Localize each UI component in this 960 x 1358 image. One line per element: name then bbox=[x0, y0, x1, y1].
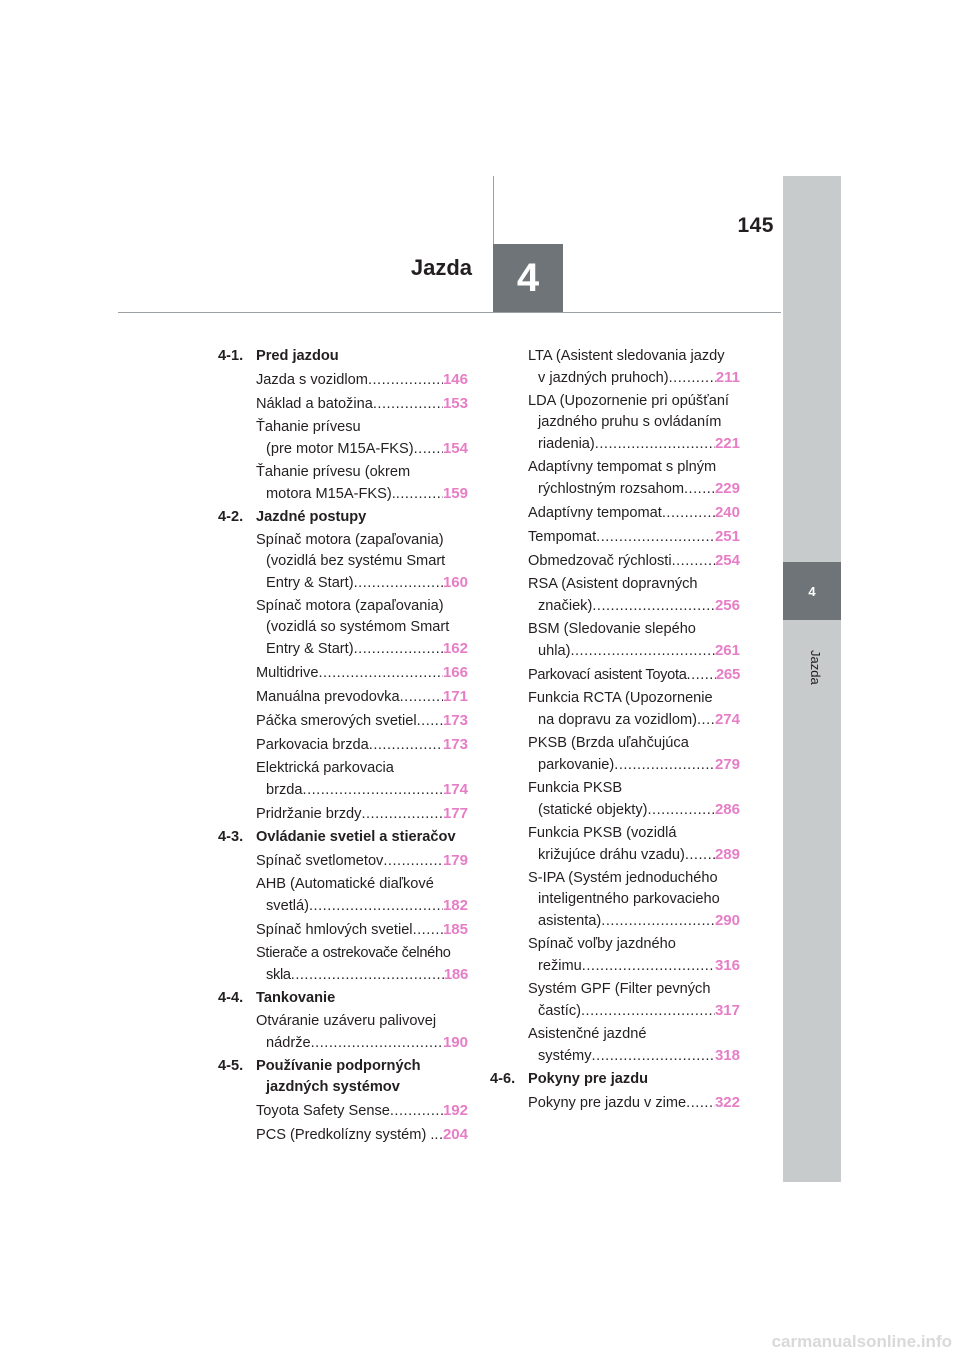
toc-entry-text: (vozidlá bez systému Smart bbox=[266, 553, 446, 569]
toc-entry-text: PKSB (Brzda uľahčujúca bbox=[528, 735, 689, 751]
toc-entry-text: Spínač voľby jazdného bbox=[528, 936, 676, 952]
header-divider-vertical bbox=[493, 176, 494, 244]
dot-leader bbox=[368, 370, 443, 391]
toc-entry-text: Stierače a ostrekovače čelného bbox=[256, 945, 451, 961]
toc-entry[interactable] bbox=[490, 1024, 740, 1067]
section-number: 4-5. bbox=[218, 1058, 244, 1074]
toc-entry[interactable] bbox=[490, 1092, 740, 1114]
toc-entry-text: LDA (Upozornenie pri opúšťaní bbox=[528, 393, 729, 409]
dot-leader bbox=[373, 394, 443, 415]
toc-entry[interactable] bbox=[490, 733, 740, 776]
toc-page-link[interactable]: 182 bbox=[442, 897, 468, 914]
toc-section-heading bbox=[218, 346, 468, 367]
toc-entry-text: rýchlostným rozsahom bbox=[538, 481, 684, 497]
dot-leader bbox=[686, 1093, 715, 1114]
section-number: 4-3. bbox=[218, 829, 244, 845]
toc-page-link[interactable]: 229 bbox=[714, 480, 740, 497]
toc-entry-text: Ťahanie prívesu bbox=[256, 419, 361, 435]
dot-leader bbox=[687, 665, 716, 686]
side-tab-label: Jazda bbox=[808, 650, 823, 685]
toc-page-link[interactable]: 185 bbox=[442, 921, 468, 938]
toc-entry-text: AHB (Automatické diaľkové bbox=[256, 876, 434, 892]
toc-entry-text: Spínač motora (zapaľovania) bbox=[256, 598, 444, 614]
toc-entry[interactable] bbox=[218, 1100, 468, 1122]
toc-entry-text: Elektrická parkovacia bbox=[256, 760, 394, 776]
side-tab-number: 4 bbox=[808, 583, 816, 599]
toc-right-column bbox=[490, 346, 740, 1116]
chapter-title: Jazda bbox=[410, 255, 472, 280]
dot-leader bbox=[581, 1001, 715, 1022]
toc-entry[interactable] bbox=[490, 823, 740, 866]
dot-leader bbox=[614, 755, 715, 776]
toc-page-link[interactable]: 173 bbox=[442, 736, 468, 753]
toc-entry[interactable] bbox=[490, 619, 740, 662]
dot-leader bbox=[303, 780, 443, 801]
toc-page-link[interactable]: 179 bbox=[442, 852, 468, 869]
dot-leader bbox=[595, 434, 715, 455]
section-title: Pokyny pre jazdu bbox=[528, 1071, 649, 1087]
toc-entry[interactable] bbox=[490, 502, 740, 524]
toc-entry-text: Spínač motora (zapaľovania) bbox=[256, 532, 444, 548]
toc-entry-text: motora M15A-FKS). bbox=[266, 486, 396, 502]
toc-entry-text: v jazdných pruhoch) bbox=[538, 370, 669, 386]
toc-entry[interactable] bbox=[218, 662, 468, 684]
toc-page-link[interactable]: 186 bbox=[443, 966, 468, 983]
toc-entry-text: LTA (Asistent sledovania jazdy bbox=[528, 348, 725, 364]
toc-entry-text: Páčka smerových svetiel bbox=[256, 713, 417, 729]
section-number: 4-6. bbox=[490, 1071, 516, 1087]
toc-page-link[interactable]: 221 bbox=[714, 435, 740, 452]
section-title: Jazdné postupy bbox=[256, 509, 367, 525]
toc-entry-text: brzda bbox=[266, 782, 303, 798]
toc-entry[interactable] bbox=[218, 710, 468, 732]
dot-leader bbox=[318, 663, 443, 684]
toc-entry-text: Funkcia PKSB (vozidlá bbox=[528, 825, 677, 841]
toc-page-link[interactable]: 162 bbox=[442, 640, 468, 657]
toc-entry-text: jazdného pruhu s ovládaním bbox=[538, 414, 722, 430]
toc-entry-text: Adaptívny tempomat s plným bbox=[528, 459, 717, 475]
toc-entry-text: značiek) bbox=[538, 598, 593, 614]
toc-page-link[interactable]: 317 bbox=[714, 1002, 740, 1019]
section-number: 4-4. bbox=[218, 990, 244, 1006]
toc-entry-text: BSM (Sledovanie slepého bbox=[528, 621, 696, 637]
dot-leader bbox=[311, 1033, 443, 1054]
dot-leader bbox=[400, 687, 443, 708]
toc-entry-text: Parkovacia brzda bbox=[256, 737, 369, 753]
dot-leader bbox=[669, 368, 716, 389]
toc-page-link[interactable]: 274 bbox=[714, 711, 740, 728]
dot-leader bbox=[648, 800, 715, 821]
dot-leader bbox=[672, 551, 715, 572]
toc-entry-text: Spínač svetlometov bbox=[256, 853, 384, 869]
toc-entry-text: Multidrive bbox=[256, 665, 319, 681]
toc-entry-text: systémy bbox=[538, 1048, 592, 1064]
toc-page-link[interactable]: 174 bbox=[442, 781, 468, 798]
dot-leader bbox=[354, 573, 443, 594]
toc-entry[interactable] bbox=[490, 457, 740, 500]
toc-entry[interactable] bbox=[218, 943, 468, 986]
toc-entry-text: nádrže bbox=[266, 1035, 311, 1051]
page-number: 145 bbox=[737, 214, 774, 237]
toc-entry-text: PCS (Predkolízny systém) . bbox=[256, 1127, 435, 1143]
toc-section-heading bbox=[218, 1056, 468, 1098]
dot-leader bbox=[684, 479, 715, 500]
toc-entry[interactable] bbox=[490, 346, 740, 389]
toc-entry[interactable] bbox=[490, 868, 740, 932]
toc-page-link[interactable]: 261 bbox=[714, 642, 740, 659]
toc-entry-text: Tempomat bbox=[528, 529, 597, 545]
toc-entry-text: Pokyny pre jazdu v zime bbox=[528, 1095, 687, 1111]
toc-left-column bbox=[218, 346, 468, 1148]
dot-leader bbox=[361, 804, 443, 825]
toc-entry-text: Obmedzovač rýchlosti bbox=[528, 553, 672, 569]
toc-entry-text: Otváranie uzáveru palivovej bbox=[256, 1013, 437, 1029]
dot-leader bbox=[685, 845, 715, 866]
toc-entry-text: Systém GPF (Filter pevných bbox=[528, 981, 711, 997]
section-number: 4-2. bbox=[218, 509, 244, 525]
section-title: Používanie podporných bbox=[256, 1058, 421, 1074]
toc-entry-text: Spínač hmlových svetiel bbox=[256, 922, 413, 938]
toc-entry[interactable] bbox=[218, 462, 468, 505]
toc-page-link[interactable]: 289 bbox=[714, 846, 740, 863]
toc-entry-text: Pridržanie brzdy bbox=[256, 806, 362, 822]
toc-page-link[interactable]: 166 bbox=[442, 664, 468, 681]
dot-leader bbox=[396, 484, 443, 505]
dot-leader bbox=[434, 1125, 443, 1146]
dot-leader bbox=[291, 965, 444, 986]
toc-entry-text: (statické objekty) bbox=[538, 802, 648, 818]
toc-entry[interactable] bbox=[490, 391, 740, 455]
toc-entry[interactable] bbox=[218, 417, 468, 460]
toc-entry-text: parkovanie) bbox=[538, 757, 615, 773]
dot-leader bbox=[417, 711, 443, 732]
dot-leader bbox=[413, 920, 443, 941]
header-divider bbox=[118, 312, 781, 313]
section-title: jazdných systémov bbox=[266, 1079, 400, 1095]
dot-leader bbox=[697, 710, 715, 731]
toc-entry[interactable] bbox=[490, 979, 740, 1022]
toc-entry-text: asistenta) bbox=[538, 913, 602, 929]
dot-leader bbox=[582, 956, 715, 977]
section-title: Ovládanie svetiel a stieračov bbox=[256, 829, 456, 845]
toc-entry[interactable] bbox=[218, 734, 468, 756]
toc-entry[interactable] bbox=[218, 850, 468, 872]
dot-leader bbox=[309, 896, 443, 917]
toc-page-link[interactable]: 286 bbox=[714, 801, 740, 818]
toc-page-link[interactable]: 279 bbox=[714, 756, 740, 773]
toc-entry-text: inteligentného parkovacieho bbox=[538, 891, 720, 907]
toc-section-heading bbox=[218, 988, 468, 1009]
toc-page-link[interactable]: 256 bbox=[714, 597, 740, 614]
toc-page-link[interactable]: 154 bbox=[442, 440, 468, 457]
watermark-footer: carmanualsonline.info bbox=[771, 1332, 952, 1351]
toc-section-heading bbox=[490, 1069, 740, 1090]
toc-entry[interactable] bbox=[490, 688, 740, 731]
toc-page-link[interactable]: 153 bbox=[442, 395, 468, 412]
toc-entry-text: Adaptívny tempomat bbox=[528, 505, 662, 521]
toc-entry[interactable] bbox=[490, 664, 740, 686]
toc-entry[interactable] bbox=[218, 874, 468, 917]
toc-entry[interactable] bbox=[218, 919, 468, 941]
toc-page-link[interactable]: 171 bbox=[442, 688, 468, 705]
dot-leader bbox=[414, 439, 443, 460]
toc-entry-text: riadenia) bbox=[538, 436, 595, 452]
toc-entry[interactable] bbox=[218, 1124, 468, 1146]
toc-page-link[interactable]: 265 bbox=[715, 666, 740, 683]
toc-page-link[interactable]: 177 bbox=[442, 805, 468, 822]
toc-entry-text: častíc) bbox=[538, 1003, 581, 1019]
dot-leader bbox=[354, 639, 443, 660]
toc-page-link[interactable]: 254 bbox=[714, 552, 740, 569]
toc-page-link[interactable]: 146 bbox=[442, 371, 468, 388]
toc-entry-text: Funkcia RCTA (Upozornenie bbox=[528, 690, 713, 706]
toc-entry-text: skla bbox=[266, 967, 291, 983]
chapter-number: 4 bbox=[516, 255, 540, 300]
toc-page-link[interactable]: 160 bbox=[442, 574, 468, 591]
toc-entry-text: uhla) bbox=[538, 643, 571, 659]
toc-entry[interactable] bbox=[490, 526, 740, 548]
toc-page-link[interactable]: 190 bbox=[442, 1034, 468, 1051]
toc-entry-text: Funkcia PKSB bbox=[528, 780, 623, 796]
dot-leader bbox=[596, 527, 715, 548]
dot-leader bbox=[592, 1046, 715, 1067]
toc-entry[interactable] bbox=[490, 550, 740, 572]
toc-entry[interactable] bbox=[218, 803, 468, 825]
toc-entry-text: svetlá) bbox=[266, 898, 309, 914]
toc-page-link[interactable]: 192 bbox=[442, 1102, 468, 1119]
toc-section-heading bbox=[218, 507, 468, 528]
toc-entry-text: Parkovací asistent Toyota bbox=[528, 667, 687, 683]
dot-leader bbox=[390, 1101, 443, 1122]
toc-entry-text: režimu bbox=[538, 958, 582, 974]
toc-entry[interactable] bbox=[490, 934, 740, 977]
toc-entry-text: (pre motor M15A-FKS) bbox=[266, 441, 414, 457]
toc-entry-text: Entry & Start) bbox=[266, 641, 354, 657]
toc-page-link[interactable]: 318 bbox=[714, 1047, 740, 1064]
toc-entry-text: na dopravu za vozidlom) bbox=[538, 712, 697, 728]
toc-entry[interactable] bbox=[218, 686, 468, 708]
section-title: Pred jazdou bbox=[256, 348, 339, 364]
toc-entry-text: RSA (Asistent dopravných bbox=[528, 576, 698, 592]
side-chapter-tab[interactable] bbox=[783, 562, 841, 620]
toc-entry-text: S-IPA (Systém jednoduchého bbox=[528, 870, 718, 886]
toc-entry[interactable] bbox=[218, 758, 468, 801]
toc-entry[interactable] bbox=[490, 574, 740, 617]
toc-entry-text: Jazda s vozidlom bbox=[256, 372, 368, 388]
toc-page-link[interactable]: 211 bbox=[715, 369, 740, 386]
toc-entry[interactable] bbox=[490, 778, 740, 821]
toc-page-link[interactable]: 322 bbox=[714, 1094, 740, 1111]
toc-section-heading bbox=[218, 827, 468, 848]
toc-entry[interactable] bbox=[218, 1011, 468, 1054]
toc-entry-text: Asistenčné jazdné bbox=[528, 1026, 647, 1042]
toc-entry[interactable] bbox=[218, 369, 468, 391]
toc-entry-text: Manuálna prevodovka bbox=[256, 689, 400, 705]
toc-entry-text: križujúce dráhu vzadu) bbox=[538, 847, 685, 863]
dot-leader bbox=[592, 596, 715, 617]
dot-leader bbox=[369, 735, 443, 756]
toc-page-link[interactable]: 173 bbox=[442, 712, 468, 729]
toc-page-link[interactable]: 204 bbox=[442, 1126, 468, 1143]
dot-leader bbox=[383, 851, 443, 872]
toc-entry-text: Entry & Start) bbox=[266, 575, 354, 591]
toc-entry[interactable] bbox=[218, 393, 468, 415]
toc-page-link[interactable]: 159 bbox=[442, 485, 468, 502]
toc-page-link[interactable]: 290 bbox=[714, 912, 740, 929]
toc-entry-text: Toyota Safety Sense bbox=[256, 1103, 390, 1119]
toc-entry[interactable] bbox=[218, 530, 468, 594]
toc-page-link[interactable]: 316 bbox=[714, 957, 740, 974]
dot-leader bbox=[662, 503, 715, 524]
toc-page-link[interactable]: 251 bbox=[714, 528, 740, 545]
chapter-number-box bbox=[493, 244, 563, 312]
section-title: Tankovanie bbox=[256, 990, 336, 1006]
toc-entry-text: Náklad a batožina bbox=[256, 396, 373, 412]
section-number: 4-1. bbox=[218, 348, 244, 364]
dot-leader bbox=[570, 641, 715, 662]
toc-entry-text: Ťahanie prívesu (okrem bbox=[256, 464, 411, 480]
dot-leader bbox=[601, 911, 715, 932]
toc-entry[interactable] bbox=[218, 596, 468, 660]
toc-entry-text: (vozidlá so systémom Smart bbox=[266, 619, 450, 635]
toc-page-link[interactable]: 240 bbox=[714, 504, 740, 521]
